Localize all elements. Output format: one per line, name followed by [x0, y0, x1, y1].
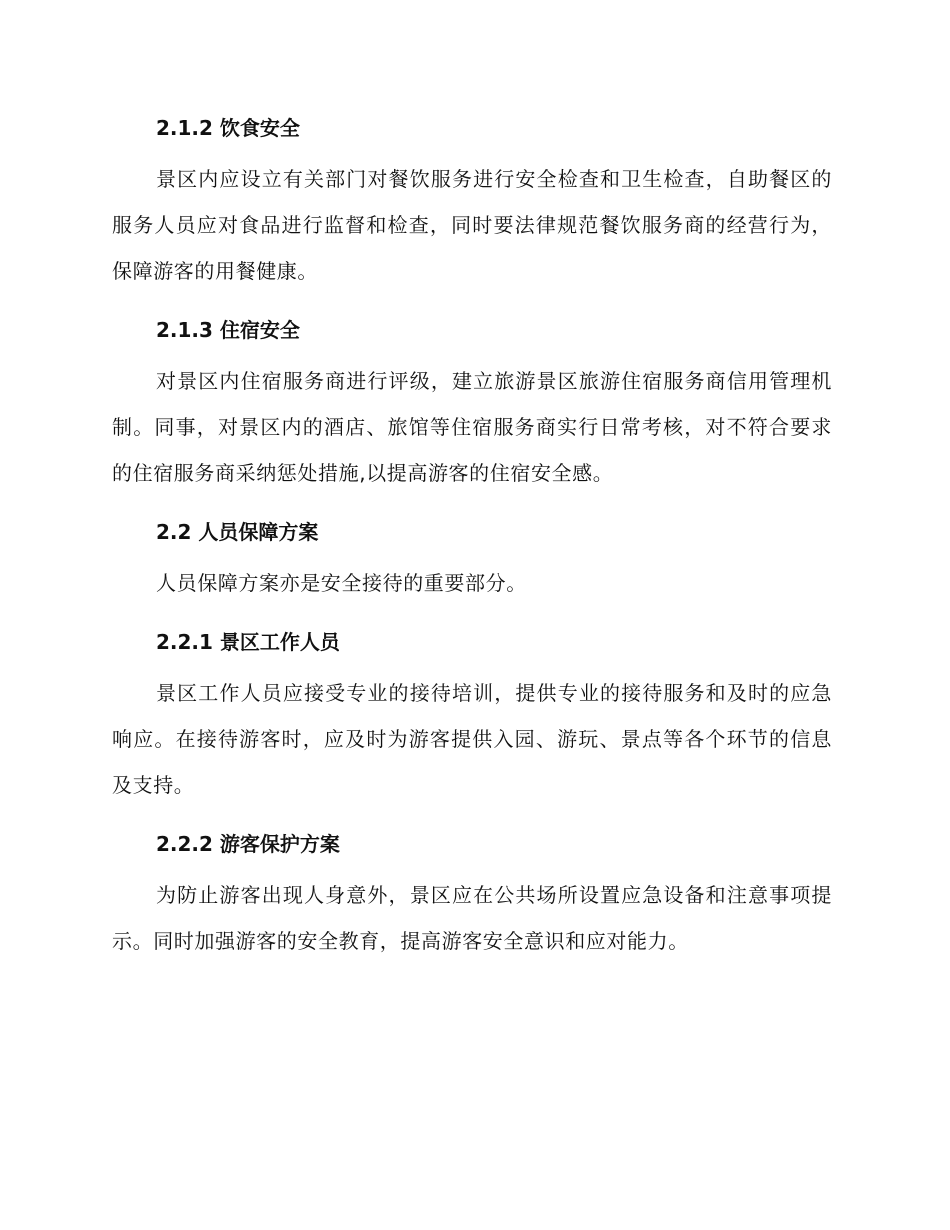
paragraph-visitor-protection: 为防止游客出现人身意外，景区应在公共场所设置应急设备和注意事项提示。同时加强游客的安全教育，提高游客安全意识和应对能力。: [112, 883, 832, 953]
paragraph-staff: 景区工作人员应接受专业的接待培训，提供专业的接待服务和及时的应急响应。在接待游客时，应及时为游客提供入园、游玩、景点等各个环节的信息及支持。: [112, 681, 832, 797]
heading-2-2: 2.2 人员保障方案: [156, 520, 319, 544]
heading-2-2-1: 2.2.1 景区工作人员: [156, 630, 340, 654]
heading-2-2-2: 2.2.2 游客保护方案: [156, 832, 340, 856]
heading-2-1-2: 2.1.2 饮食安全: [156, 116, 300, 140]
paragraph-lodging-safety: 对景区内住宿服务商进行评级，建立旅游景区旅游住宿服务商信用管理机制。同事，对景区内的酒店、旅馆等住宿服务商实行日常考核，对不符合要求的住宿服务商采纳惩处措施,以提高游客的住宿安全感。: [112, 369, 832, 485]
heading-2-1-3: 2.1.3 住宿安全: [156, 318, 300, 342]
document-body: [112, 110, 832, 964]
paragraph-food-safety: 景区内应设立有关部门对餐饮服务进行安全检查和卫生检查，自助餐区的服务人员应对食品进行监督和检查，同时要法律规范餐饮服务商的经营行为，保障游客的用餐健康。: [112, 167, 832, 283]
paragraph-personnel-plan: 人员保障方案亦是安全接待的重要部分。: [156, 571, 527, 595]
